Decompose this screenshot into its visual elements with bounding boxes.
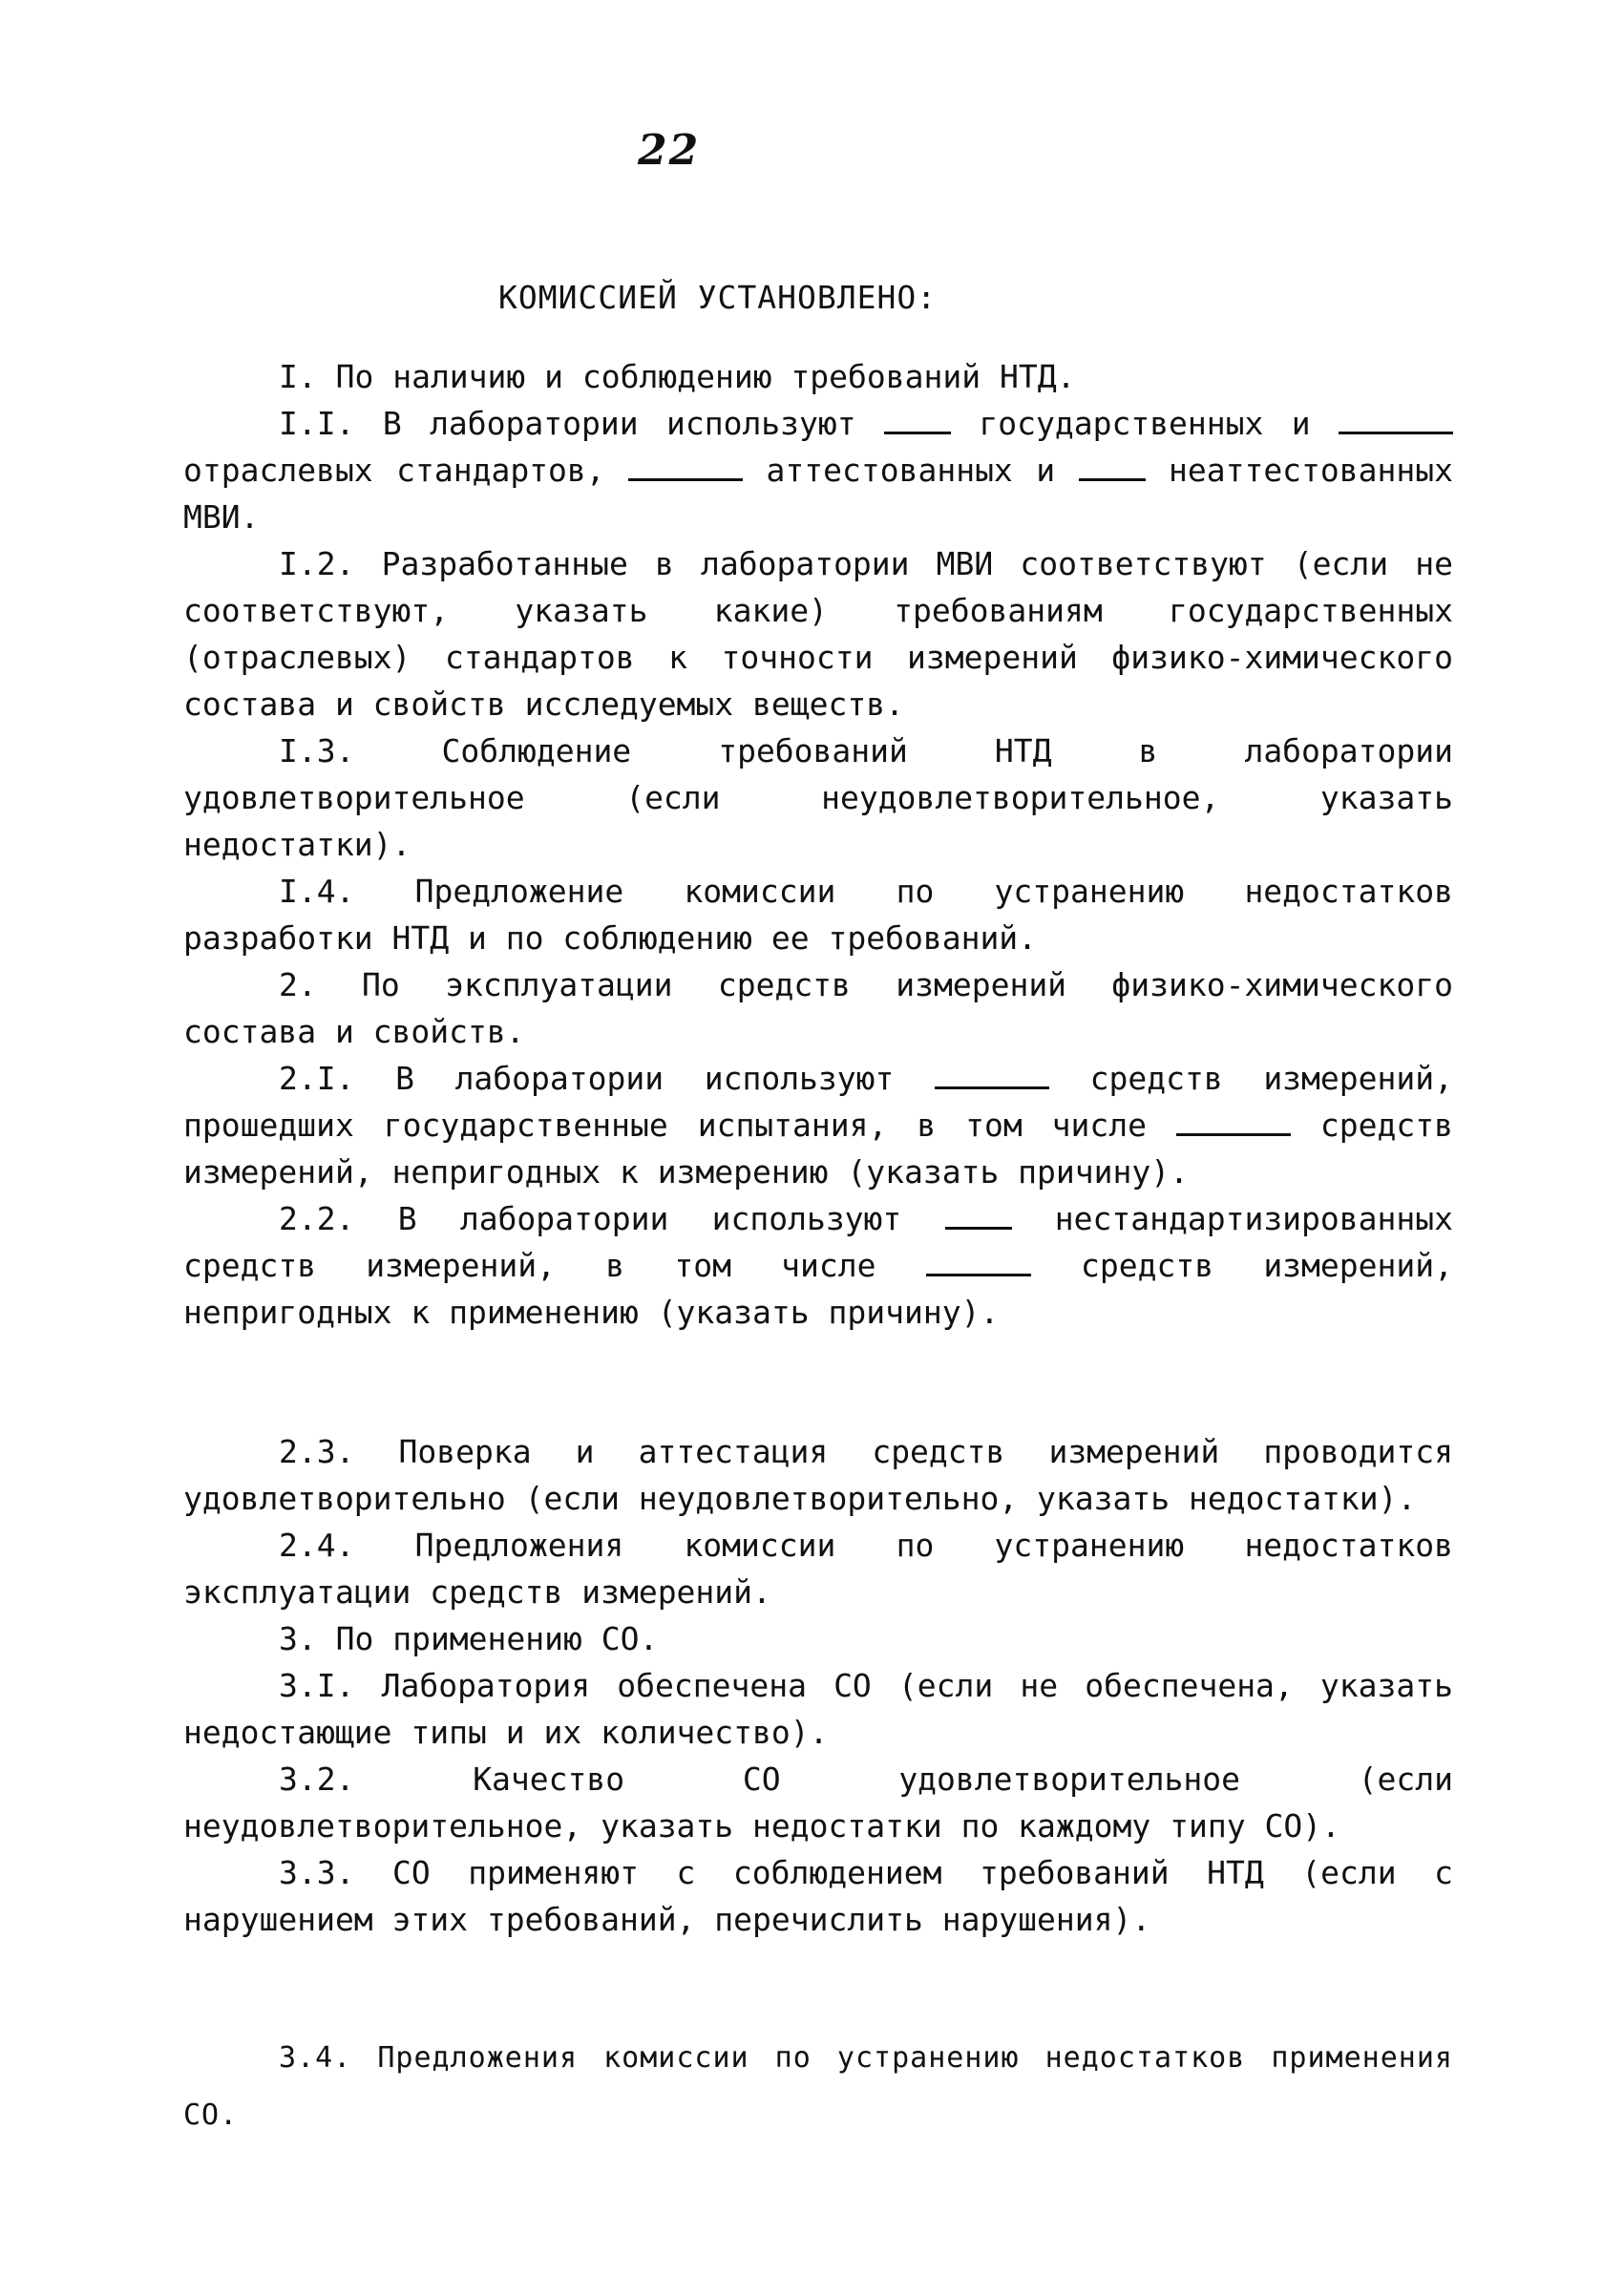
paragraph-text: I.I. В лаборатории используют [279, 405, 885, 442]
blank-field [926, 1245, 1031, 1276]
paragraph-text: неаттестованных МВИ. [183, 452, 1453, 536]
paragraph-2-1 [183, 1055, 1453, 1195]
blank-field [935, 1058, 1049, 1089]
paragraph-3-4: 3.4. Предложения комиссии по устранению недостатков применения СО. [183, 2041, 1453, 2132]
paragraph-text: нестандартизированных средств измерений, в том числе [183, 1200, 1453, 1284]
paragraph-3-2: 3.2. Качество СО удовлетворительное (если неудовлетворительное, указать недостатки по каждому типу СО). [183, 1760, 1453, 1845]
paragraph-text: средств измерений, непригодных к измерению (указать причину). [183, 1107, 1453, 1191]
page-number: 22 [638, 126, 701, 175]
paragraph-1: I. По наличию и соблюдению требований НТД. [279, 358, 1076, 395]
paragraph-1-1 [183, 400, 1453, 540]
paragraph-text: средств измерений, прошедших государственные испытания, в том числе [183, 1060, 1453, 1144]
paragraph-3: 3. По применению СО. [279, 1620, 659, 1657]
paragraph-text: 2.2. В лаборатории используют [279, 1200, 945, 1237]
paragraph-2-2 [183, 1195, 1453, 1336]
paragraph-text: 2.I. В лаборатории используют [279, 1060, 936, 1097]
blank-field [628, 450, 743, 481]
paragraph-text: аттестованных и [743, 452, 1079, 489]
blank-field [1176, 1105, 1291, 1136]
section-block-1 [183, 353, 1453, 1336]
paragraph-2-4: 2.4. Предложения комиссии по устранению недостатков эксплуатации средств измерений. [183, 1527, 1453, 1611]
blank-field [1339, 403, 1453, 434]
blank-field [884, 403, 951, 434]
blank-field [945, 1198, 1012, 1230]
blank-field [1079, 450, 1146, 481]
paragraph-1-4: I.4. Предложение комиссии по устранению недостатков разработки НТД и по соблюдению ее требований. [183, 873, 1453, 957]
paragraph-text: средств измерений, непригодных к применению (указать причину). [183, 1247, 1453, 1331]
section-block-2 [183, 1428, 1453, 1943]
paragraph-text: государственных и [951, 405, 1339, 442]
paragraph-text: отраслевых стандартов, [183, 452, 629, 489]
section-block-3 [183, 2030, 1453, 2144]
document-title: КОМИССИЕЙ УСТАНОВЛЕНО: [498, 279, 938, 316]
paragraph-1-2: I.2. Разработанные в лаборатории МВИ соответствуют (если не соответствуют, указать какие) требованиям государственных (отраслевых) стандартов к точности измерений физико-химического состава и свойств исследуемых веществ. [183, 545, 1453, 723]
paragraph-1-3: I.3. Соблюдение требований НТД в лаборатории удовлетворительное (если неудовлетворительное, указать недостатки). [183, 732, 1453, 863]
paragraph-3-1: 3.I. Лаборатория обеспечена СО (если не обеспечена, указать недостающие типы и их количество). [183, 1667, 1453, 1751]
paragraph-2: 2. По эксплуатации средств измерений физико-химического состава и свойств. [183, 966, 1453, 1050]
paragraph-3-3: 3.3. СО применяют с соблюдением требований НТД (если с нарушением этих требований, перечислить нарушения). [183, 1854, 1453, 1938]
paragraph-2-3: 2.3. Поверка и аттестация средств измерений проводится удовлетворительно (если неудовлетворительно, указать недостатки). [183, 1433, 1453, 1517]
